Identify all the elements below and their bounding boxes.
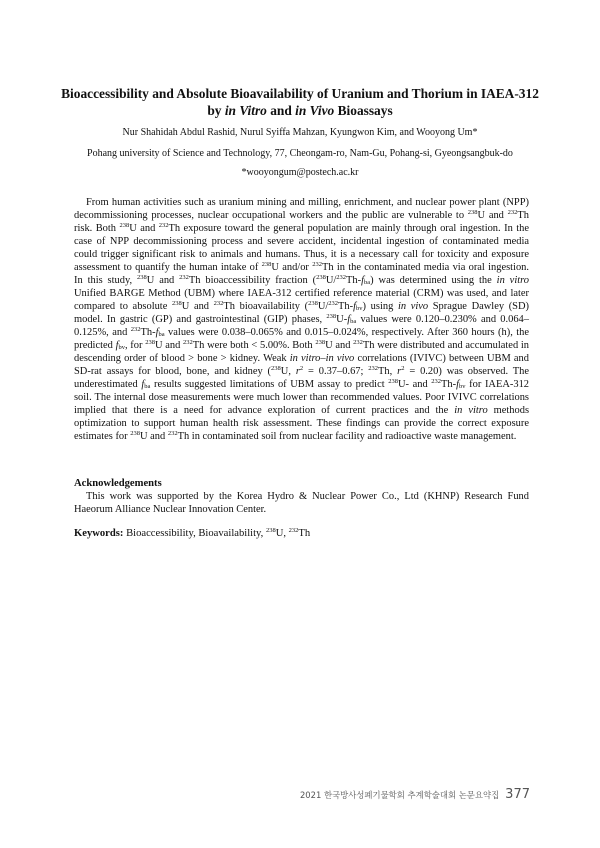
contact-email: *wooyongum@postech.ac.kr xyxy=(241,167,359,178)
acknowledgements-heading: Acknowledgements xyxy=(74,478,162,489)
abstract: From human activities such as uranium mining and milling, enrichment, and nuclear power plant (NPP) decommissioning processes, nuclear occupational workers and the public are vulnerable to $^{238}$U and $^{232}$Th risk. Both $^{238}$U and $^{232}$Th exposure toward the general population are mainly through oral ingestion. In the case of NPP decommissioning process and severe accident, incidental ingestion of contaminated media could trigger significant risk to animals and humans. Thus, it is a necessary call for toxicity and exposure assessment to quantify the human intake of $^{238}$U and/or $^{232}$Th in the contaminated media via oral ingestion. In this study, $^{238}$U and $^{232}$Th bioaccessibility fraction $(^{238}U/^{232}Th-f_{ba})$ was determined using the in vitro Unified BARGE Method (UBM) where IAEA-312 certified reference material (CRM) was used, and later compared to absolute $^{238}$U and $^{232}$Th bioavailability $(^{238}U/^{232}Th-f_{bv})$ using in vivo Sprague Dawley (SD) model. In gastric (GP) and gastrointestinal (GIP) phases, $^{238}U-f_{ba}$ values were 0.120–0.230% and 0.064–0.125%, and $^{232}Th-f_{ba}$ values were 0.038–0.065% and 0.015–0.024%, respectively. After 360 hours (h), the predicted $f_{bv}$, for $^{238}$U and $^{232}$Th were both < 5.00%. Both $^{238}$U and $^{232}$Th were distributed and accumulated in descending order of blood > bone > kidney. Weak in vitro–in vivo correlations (IVIVC) between UBM and SD-rat assays for blood, bone, and kidney ($^{238}$U, $r^2 = 0.37-0.67$; $^{232}$Th, $r^2 = 0.20$) was observed. The underestimated $f_{ba}$ results suggested limitations of UBM assay to predict $^{238}$U- and $^{232}Th-f_{bv}$ for IAEA-312 soil. The internal dose measurements were much lower than recommended values. Poor IVIVC correlations implied that there is a need for advance exploration of current practices and the in vitro methods optimization to support human health risk assessment. These findings can provide the correct exposure estimates for $^{238}$U and $^{232}$Th in contaminated soil from nuclear facility and radioactive waste management. xyxy=(74,197,530,443)
keywords: Keywords: Bioaccessibility, Bioavailability, $^{238}$U, $^{232}$Th xyxy=(74,527,311,539)
acknowledgements-text: This work was supported by the Korea Hydro & Nuclear Power Co., Ltd (KHNP) Research Fund Haeorum Alliance Nuclear Innovation Center. xyxy=(74,491,529,516)
keywords-label: Keywords: xyxy=(74,528,124,539)
page-footer xyxy=(300,787,530,802)
authors: Nur Shahidah Abdul Rashid, Nurul Syiffa Mahzan, Kyungwon Kim, and Wooyong Um* xyxy=(122,127,478,138)
paper-title: Bioaccessibility and Absolute Bioavailability of Uranium and Thorium in IAEA-312 by in Vitro and in Vivo Bioassays xyxy=(61,86,539,118)
page-number: 377 xyxy=(505,787,530,802)
affiliation: Pohang university of Science and Technology, 77, Cheongam-ro, Nam-Gu, Pohang-si, Gyeongsangbuk-do xyxy=(87,148,513,159)
proceedings-title: 2021 한국방사성폐기물학회 추계학술대회 논문요약집 xyxy=(299,789,500,800)
